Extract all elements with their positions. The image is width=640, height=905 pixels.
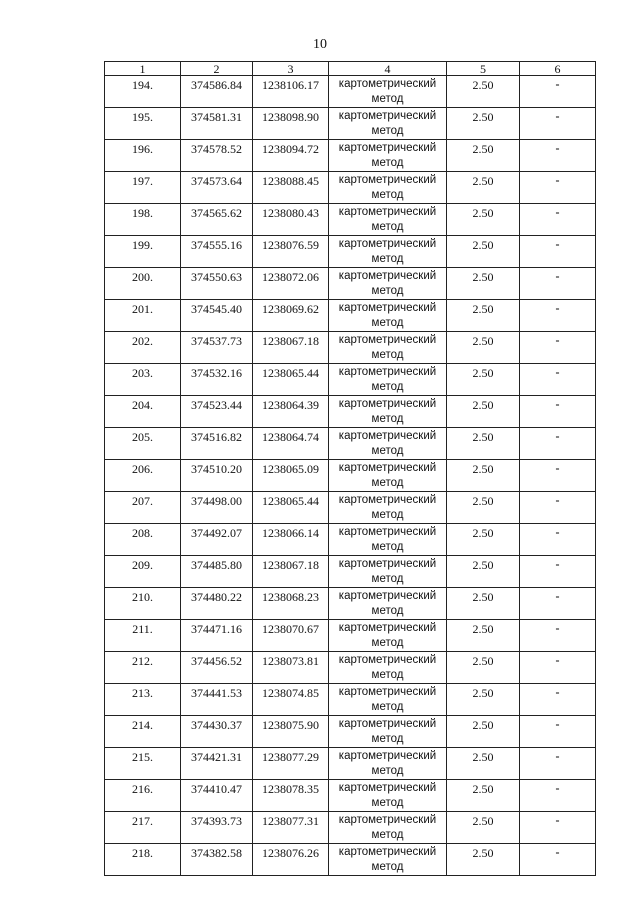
cell-accuracy: 2.50 [447, 652, 520, 684]
cell-coord-y: 1238065.09 [253, 460, 329, 492]
cell-coord-x: 374430.37 [181, 716, 253, 748]
cell-accuracy: 2.50 [447, 524, 520, 556]
table-body [105, 76, 596, 876]
cell-coord-x: 374498.00 [181, 492, 253, 524]
cell-note: - [520, 332, 596, 364]
cell-coord-x: 374565.62 [181, 204, 253, 236]
cell-point-number: 207. [105, 492, 181, 524]
cell-coord-y: 1238076.26 [253, 844, 329, 876]
cell-coord-y: 1238072.06 [253, 268, 329, 300]
table-row [105, 172, 596, 204]
cell-note: - [520, 812, 596, 844]
cell-note: - [520, 684, 596, 716]
cell-accuracy: 2.50 [447, 748, 520, 780]
cell-accuracy: 2.50 [447, 76, 520, 108]
cell-accuracy: 2.50 [447, 332, 520, 364]
cell-point-number: 202. [105, 332, 181, 364]
cell-coord-y: 1238088.45 [253, 172, 329, 204]
cell-point-number: 196. [105, 140, 181, 172]
cell-coord-x: 374421.31 [181, 748, 253, 780]
cell-accuracy: 2.50 [447, 812, 520, 844]
table-row [105, 492, 596, 524]
cell-coord-x: 374492.07 [181, 524, 253, 556]
cell-point-number: 211. [105, 620, 181, 652]
cell-note: - [520, 460, 596, 492]
column-header-5: 5 [447, 62, 520, 76]
cell-coord-x: 374382.58 [181, 844, 253, 876]
cell-coord-y: 1238064.74 [253, 428, 329, 460]
cell-point-number: 195. [105, 108, 181, 140]
cell-method: картометрический метод [329, 364, 447, 396]
cell-coord-y: 1238077.29 [253, 748, 329, 780]
cell-method: картометрический метод [329, 140, 447, 172]
cell-note: - [520, 236, 596, 268]
cell-coord-y: 1238074.85 [253, 684, 329, 716]
table-row [105, 844, 596, 876]
cell-coord-x: 374410.47 [181, 780, 253, 812]
cell-note: - [520, 524, 596, 556]
cell-note: - [520, 140, 596, 172]
cell-point-number: 194. [105, 76, 181, 108]
cell-point-number: 212. [105, 652, 181, 684]
table-row [105, 556, 596, 588]
cell-accuracy: 2.50 [447, 556, 520, 588]
table-row [105, 748, 596, 780]
cell-method: картометрический метод [329, 236, 447, 268]
cell-note: - [520, 76, 596, 108]
cell-coord-y: 1238080.43 [253, 204, 329, 236]
cell-coord-x: 374523.44 [181, 396, 253, 428]
cell-coord-y: 1238067.18 [253, 556, 329, 588]
cell-method: картометрический метод [329, 204, 447, 236]
cell-method: картометрический метод [329, 76, 447, 108]
cell-note: - [520, 556, 596, 588]
cell-coord-y: 1238068.23 [253, 588, 329, 620]
cell-method: картометрический метод [329, 588, 447, 620]
cell-method: картометрический метод [329, 844, 447, 876]
cell-accuracy: 2.50 [447, 268, 520, 300]
cell-accuracy: 2.50 [447, 460, 520, 492]
cell-method: картометрический метод [329, 460, 447, 492]
column-header-3: 3 [253, 62, 329, 76]
cell-note: - [520, 204, 596, 236]
cell-note: - [520, 748, 596, 780]
cell-note: - [520, 652, 596, 684]
cell-method: картометрический метод [329, 748, 447, 780]
cell-coord-y: 1238078.35 [253, 780, 329, 812]
table-row [105, 396, 596, 428]
cell-coord-x: 374480.22 [181, 588, 253, 620]
cell-accuracy: 2.50 [447, 396, 520, 428]
cell-coord-x: 374456.52 [181, 652, 253, 684]
cell-accuracy: 2.50 [447, 588, 520, 620]
cell-note: - [520, 364, 596, 396]
cell-coord-y: 1238094.72 [253, 140, 329, 172]
cell-coord-x: 374510.20 [181, 460, 253, 492]
cell-method: картометрический метод [329, 652, 447, 684]
cell-accuracy: 2.50 [447, 492, 520, 524]
cell-accuracy: 2.50 [447, 236, 520, 268]
table-row [105, 684, 596, 716]
cell-accuracy: 2.50 [447, 620, 520, 652]
cell-coord-x: 374578.52 [181, 140, 253, 172]
cell-coord-x: 374545.40 [181, 300, 253, 332]
cell-point-number: 208. [105, 524, 181, 556]
cell-coord-x: 374586.84 [181, 76, 253, 108]
cell-coord-y: 1238069.62 [253, 300, 329, 332]
cell-note: - [520, 108, 596, 140]
table-row [105, 268, 596, 300]
cell-coord-x: 374441.53 [181, 684, 253, 716]
cell-method: картометрический метод [329, 620, 447, 652]
cell-point-number: 215. [105, 748, 181, 780]
coordinates-table [104, 61, 596, 876]
cell-coord-y: 1238067.18 [253, 332, 329, 364]
cell-point-number: 204. [105, 396, 181, 428]
cell-point-number: 210. [105, 588, 181, 620]
cell-method: картометрический метод [329, 428, 447, 460]
table-row [105, 524, 596, 556]
table-row [105, 236, 596, 268]
cell-point-number: 205. [105, 428, 181, 460]
table-row [105, 204, 596, 236]
cell-note: - [520, 844, 596, 876]
cell-coord-y: 1238077.31 [253, 812, 329, 844]
cell-coord-y: 1238064.39 [253, 396, 329, 428]
cell-method: картометрический метод [329, 172, 447, 204]
cell-note: - [520, 300, 596, 332]
cell-coord-x: 374537.73 [181, 332, 253, 364]
cell-coord-y: 1238073.81 [253, 652, 329, 684]
table-row [105, 620, 596, 652]
cell-coord-x: 374573.64 [181, 172, 253, 204]
table-row [105, 460, 596, 492]
column-header-6: 6 [520, 62, 596, 76]
cell-method: картометрический метод [329, 716, 447, 748]
cell-point-number: 203. [105, 364, 181, 396]
cell-point-number: 218. [105, 844, 181, 876]
cell-coord-x: 374555.16 [181, 236, 253, 268]
cell-note: - [520, 268, 596, 300]
cell-coord-x: 374581.31 [181, 108, 253, 140]
cell-point-number: 213. [105, 684, 181, 716]
cell-method: картометрический метод [329, 556, 447, 588]
cell-accuracy: 2.50 [447, 684, 520, 716]
cell-point-number: 216. [105, 780, 181, 812]
cell-note: - [520, 172, 596, 204]
cell-method: картометрический метод [329, 780, 447, 812]
cell-method: картометрический метод [329, 108, 447, 140]
cell-point-number: 200. [105, 268, 181, 300]
table-row [105, 588, 596, 620]
cell-note: - [520, 428, 596, 460]
column-header-2: 2 [181, 62, 253, 76]
cell-point-number: 199. [105, 236, 181, 268]
cell-note: - [520, 620, 596, 652]
page-number: 10 [313, 37, 327, 52]
cell-coord-y: 1238066.14 [253, 524, 329, 556]
cell-coord-y: 1238065.44 [253, 364, 329, 396]
cell-coord-x: 374393.73 [181, 812, 253, 844]
table-row [105, 716, 596, 748]
table-row [105, 428, 596, 460]
cell-accuracy: 2.50 [447, 364, 520, 396]
cell-coord-x: 374532.16 [181, 364, 253, 396]
cell-accuracy: 2.50 [447, 140, 520, 172]
cell-coord-y: 1238098.90 [253, 108, 329, 140]
table-row [105, 300, 596, 332]
cell-method: картометрический метод [329, 396, 447, 428]
table-row [105, 780, 596, 812]
table-header-row [105, 62, 596, 76]
cell-method: картометрический метод [329, 524, 447, 556]
cell-coord-y: 1238070.67 [253, 620, 329, 652]
cell-note: - [520, 716, 596, 748]
cell-method: картометрический метод [329, 812, 447, 844]
column-header-4: 4 [329, 62, 447, 76]
cell-accuracy: 2.50 [447, 204, 520, 236]
cell-coord-y: 1238106.17 [253, 76, 329, 108]
cell-coord-x: 374516.82 [181, 428, 253, 460]
cell-method: картометрический метод [329, 492, 447, 524]
cell-point-number: 209. [105, 556, 181, 588]
table-row [105, 108, 596, 140]
cell-point-number: 217. [105, 812, 181, 844]
column-header-1: 1 [105, 62, 181, 76]
cell-note: - [520, 492, 596, 524]
table-row [105, 332, 596, 364]
cell-coord-y: 1238076.59 [253, 236, 329, 268]
cell-accuracy: 2.50 [447, 780, 520, 812]
cell-accuracy: 2.50 [447, 172, 520, 204]
cell-note: - [520, 396, 596, 428]
table-row [105, 652, 596, 684]
cell-point-number: 206. [105, 460, 181, 492]
cell-method: картометрический метод [329, 684, 447, 716]
cell-point-number: 198. [105, 204, 181, 236]
cell-point-number: 201. [105, 300, 181, 332]
cell-point-number: 197. [105, 172, 181, 204]
cell-coord-x: 374550.63 [181, 268, 253, 300]
table-row [105, 364, 596, 396]
cell-coord-y: 1238065.44 [253, 492, 329, 524]
table-row [105, 140, 596, 172]
cell-method: картометрический метод [329, 268, 447, 300]
cell-accuracy: 2.50 [447, 108, 520, 140]
cell-accuracy: 2.50 [447, 844, 520, 876]
cell-coord-y: 1238075.90 [253, 716, 329, 748]
cell-point-number: 214. [105, 716, 181, 748]
cell-note: - [520, 588, 596, 620]
cell-accuracy: 2.50 [447, 716, 520, 748]
cell-accuracy: 2.50 [447, 428, 520, 460]
cell-note: - [520, 780, 596, 812]
cell-method: картометрический метод [329, 300, 447, 332]
table-row [105, 812, 596, 844]
cell-method: картометрический метод [329, 332, 447, 364]
cell-accuracy: 2.50 [447, 300, 520, 332]
cell-coord-x: 374471.16 [181, 620, 253, 652]
cell-coord-x: 374485.80 [181, 556, 253, 588]
table-row [105, 76, 596, 108]
